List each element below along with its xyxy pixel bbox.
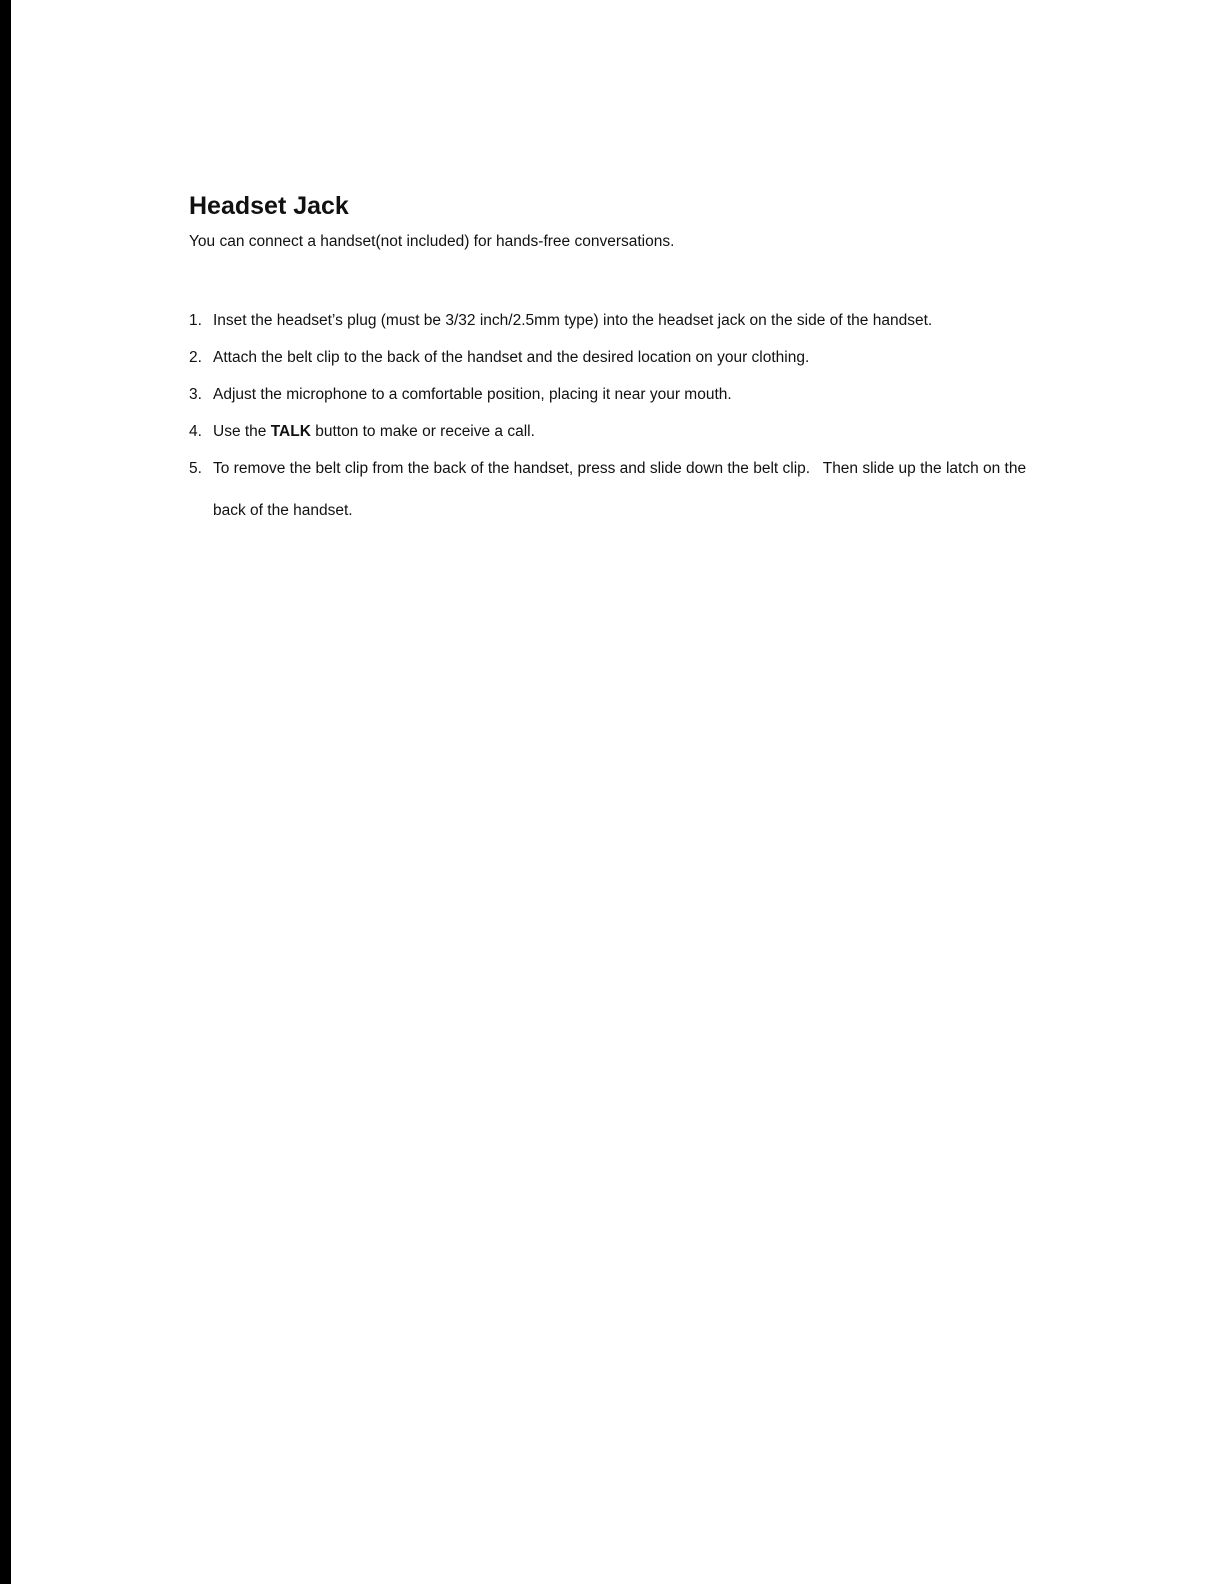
list-item: [189, 300, 1049, 342]
section-intro: You can connect a handset(not included) for hands-free conversations.: [189, 233, 675, 250]
list-item: [189, 337, 1049, 379]
step-text: Inset the headset’s plug (must be 3/32 inch/2.5mm type) into the headset jack on the side of the handset.: [213, 312, 933, 329]
step-number: 1.: [189, 312, 202, 329]
step-text: Adjust the microphone to a comfortable position, placing it near your mouth.: [213, 386, 732, 403]
step-text-before: Use the: [213, 423, 271, 440]
step-text: Attach the belt clip to the back of the handset and the desired location on your clothing.: [213, 349, 810, 366]
page-left-border: [0, 0, 11, 1584]
step-number: 5.: [189, 460, 202, 477]
instruction-list: [189, 300, 1049, 532]
section-title: Headset Jack: [189, 192, 349, 220]
list-item: [189, 448, 1049, 532]
step-number: 4.: [189, 423, 202, 440]
step-number: 2.: [189, 349, 202, 366]
step-text: [213, 411, 1049, 453]
list-item: [189, 411, 1049, 453]
step-text: To remove the belt clip from the back of the handset, press and slide down the belt clip. Then slide up the latch on the back of the handset.: [213, 460, 1031, 519]
document-body: [189, 190, 1049, 527]
step-text-after: button to make or receive a call.: [310, 423, 535, 440]
step-number: 3.: [189, 386, 202, 403]
talk-button-label: TALK: [270, 423, 311, 440]
list-item: [189, 374, 1049, 416]
